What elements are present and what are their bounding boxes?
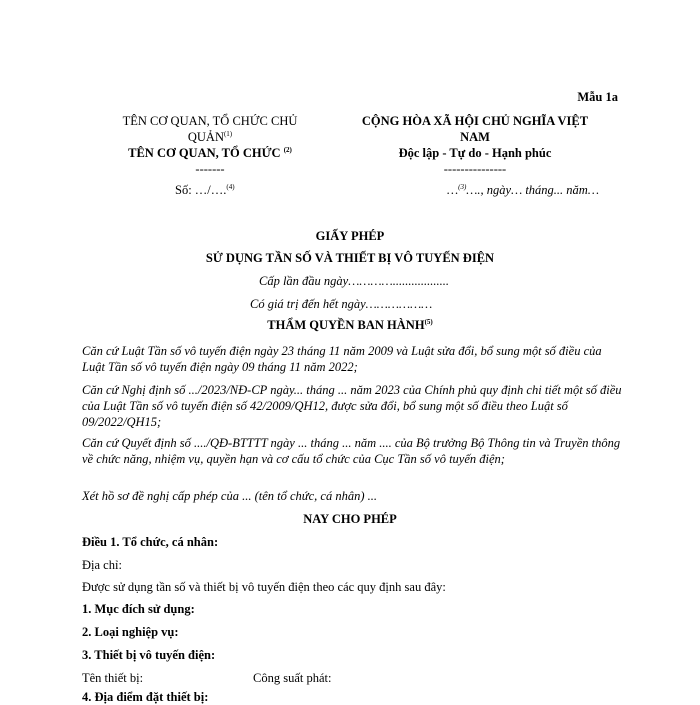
valid-until-date: Có giá trị đến hết ngày……………… — [250, 297, 433, 311]
country-name: CỘNG HÒA XÃ HỘI CHỦ NGHĨA VIỆT NAM — [361, 114, 589, 144]
national-motto: Độc lập - Tự do - Hạnh phúc — [398, 146, 552, 160]
issuing-authority: THẨM QUYỀN BAN HÀNH$^{(5)}$ — [267, 317, 433, 332]
usage-statement: Được sử dụng tần số và thiết bị vô tuyến điện theo các quy định sau đây: — [82, 580, 446, 594]
ministry-name: TÊN CƠ QUAN, TỔ CHỨC CHỦ QUẢN$^{(1)}$ — [122, 114, 298, 144]
first-issue-date: Cấp lần đầu ngày………….................. — [259, 274, 449, 288]
item-service-type: 2. Loại nghiệp vụ: — [82, 625, 179, 639]
device-name-label: Tên thiết bị: — [82, 671, 144, 685]
item-purpose: 1. Mục đích sử dụng: — [82, 602, 195, 616]
address-label: Địa chỉ: — [82, 558, 122, 572]
header-right — [340, 113, 610, 177]
header-left — [100, 113, 320, 177]
transmit-power-label: Công suất phát: — [253, 671, 332, 685]
agency-name: TÊN CƠ QUAN, TỔ CHỨC $^{(2)}$ — [128, 145, 292, 160]
document-subtitle: SỬ DỤNG TẦN SỐ VÀ THIẾT BỊ VÔ TUYẾN ĐIỆN — [205, 251, 495, 265]
document-title: GIẤY PHÉP — [315, 229, 385, 243]
preamble-law: Căn cứ Luật Tần số vô tuyến điện ngày 23 tháng 11 năm 2009 và Luật sửa đổi, bổ sung một số điều của Luật Tần số vô tuyến điện ngày 09 tháng 11 năm 2022; — [82, 344, 602, 374]
document-number: Số: …/….$^{(4)}$ — [175, 182, 235, 197]
permit-heading: NAY CHO PHÉP — [303, 512, 397, 526]
preamble-application: Xét hồ sơ đề nghị cấp phép của ... (tên tổ chức, cá nhân) ... — [82, 489, 378, 503]
article-1-heading: Điều 1. Tổ chức, cá nhân: — [82, 535, 219, 549]
left-divider: ------- — [195, 162, 225, 176]
preamble-decision: Căn cứ Quyết định số ..../QĐ-BTTTT ngày ... tháng ... năm .... của Bộ trưởng Bộ Thông tin và Truyền thông về chức năng, nhiệm vụ, quyền hạn và cơ cấu tổ chức của Cục Tần số vô tuyến điện; — [82, 436, 621, 466]
form-label: Mẫu 1a — [577, 90, 618, 104]
item-radio-equipment: 3. Thiết bị vô tuyến điện: — [82, 648, 216, 662]
place-date: …$^{(3)}$…., ngày… tháng... năm… — [447, 182, 599, 197]
preamble-decree: Căn cứ Nghị định số .../2023/NĐ-CP ngày... tháng ... năm 2023 của Chính phủ quy định chi tiết một số điều của Luật Tần số vô tuyến điện số 42/2009/QH12, được sửa đổi, bổ sung một số điều theo Luật số 09/2022/QH15; — [82, 383, 622, 429]
right-divider: --------------- — [443, 162, 507, 176]
item-installation-location: 4. Địa điểm đặt thiết bị: — [82, 690, 209, 704]
